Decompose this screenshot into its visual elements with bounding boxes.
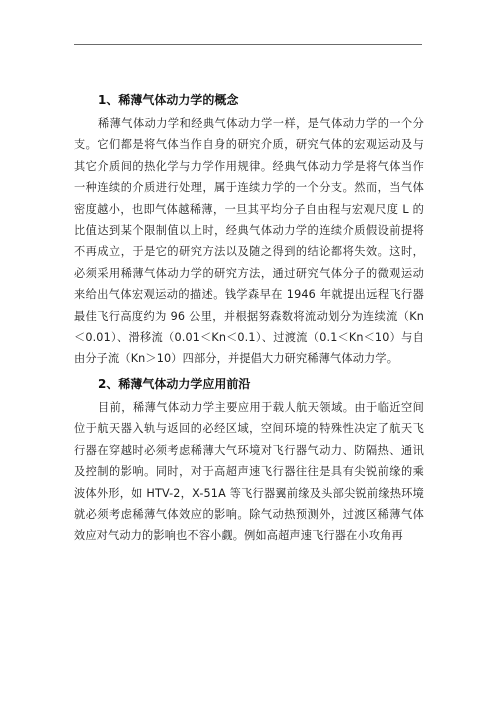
document-body — [74, 88, 424, 547]
section-1-paragraph: 稀薄气体动力学和经典气体动力学一样，是气体动力学的一个分支。它们都是将气体当作自身的研究介质，研究气体的宏观运动及与其它介质间的热化学与力学作用规律。经典气体动力学是将气体当作一种连续的介质进行处理，属于连续力学的一个分支。然而，当气体密度越小，也即气体越稀薄，一旦其平均分子自由程与宏观尺度 L 的比值达到某个限制值以上时，经典气体动力学的连续介质假设前提将不再成立，于是它的研究方法以及随之得到的结论都将失效。这时，必须采用稀薄气体动力学的研究方法，通过研究气体分子的微观运动来给出气体宏观运动的描述。钱学森早在 1946 年就提出远程飞行器最佳飞行高度约为 96 公里，并根据努森数将流动划分为连续流（Kn＜0.01）、滑移流（0.01＜Kn＜0.1）、过渡流（0.1＜Kn＜10）与自由分子流（Kn＞10）四部分，并提倡大力研究稀薄气体动力学。 — [74, 117, 424, 366]
header-rule — [74, 44, 422, 45]
section-2-title: 2、稀薄气体动力学应用前沿 — [98, 376, 251, 391]
section-1-title: 1、稀薄气体动力学的概念 — [98, 93, 239, 107]
section-2-paragraph: 目前，稀薄气体动力学主要应用于载人航天领域。由于临近空间位于航天器入轨与返回的必经区域，空间环境的特殊性决定了航天飞行器在穿越时必须考虑稀薄大气环境对飞行器气动力、防隔热、通讯及控制的影响。同时，对于高超声速飞行器往往是具有尖锐前缘的乘波体外形，如 HTV-2，X-51A 等飞行器翼前缘及头部尖锐前缘热环境就必须考虑稀薄气体效应的影响。除气动热预测外，过渡区稀薄气体效应对气动力的影响也不容小觑。例如高超声速飞行器在小攻角再 — [74, 400, 424, 543]
